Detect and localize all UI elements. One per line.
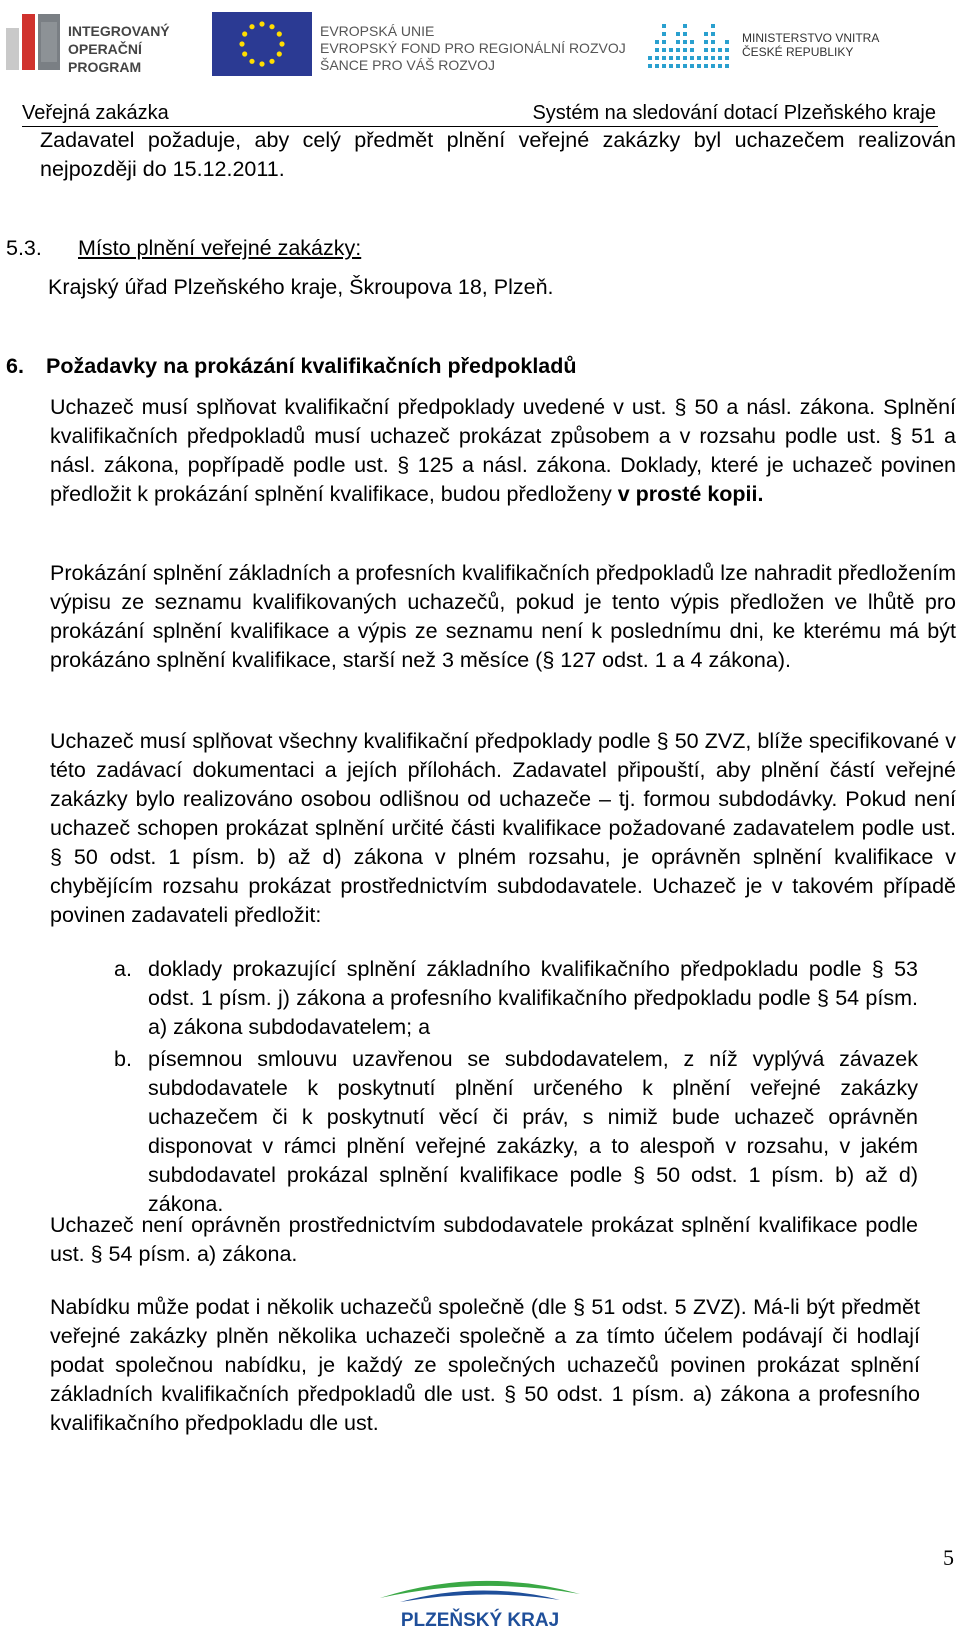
- mv-dot: [676, 64, 680, 68]
- mv-line-1: MINISTERSTVO VNITRA: [742, 31, 880, 45]
- list-item-a: doklady prokazující splnění základního kvalifikačního předpokladu podle § 53 odst. 1 písm. j) zákona a profesního kvalifikačního předpokladu podle § 54 písm. a) zákona subdodavatelem; a: [148, 957, 918, 1039]
- mv-dot: [676, 40, 680, 44]
- mv-dot: [669, 48, 673, 52]
- mv-dot: [662, 40, 666, 44]
- eu-star: [242, 31, 247, 36]
- mv-dot: [711, 56, 715, 60]
- page-number: 5: [943, 1545, 954, 1570]
- mv-dot: [676, 56, 680, 60]
- eu-star: [259, 61, 264, 66]
- iop-line-2: OPERAČNÍ: [68, 41, 142, 57]
- eu-line-2: EVROPSKÝ FOND PRO REGIONÁLNÍ ROZVOJ: [320, 40, 626, 56]
- mv-dot: [683, 32, 687, 36]
- plzensky-kraj-logo: [370, 1572, 590, 1632]
- footer-logo-text: PLZEŇSKÝ KRAJ: [400, 1610, 560, 1631]
- mv-dot: [683, 24, 687, 28]
- eu-star: [269, 59, 274, 64]
- eu-star: [239, 41, 244, 46]
- mv-dot: [704, 48, 708, 52]
- mv-dot: [655, 48, 659, 52]
- header-left: Veřejná zakázka: [22, 102, 169, 124]
- mv-logo: [648, 24, 879, 68]
- mv-dot: [711, 40, 715, 44]
- mv-dot: [655, 56, 659, 60]
- eu-star: [279, 41, 284, 46]
- mv-dot: [711, 64, 715, 68]
- section-6-title: Požadavky na prokázání kvalifikačních předpokladů: [46, 354, 577, 378]
- mv-dot: [683, 48, 687, 52]
- mv-dot: [648, 56, 652, 60]
- mv-dot: [648, 64, 652, 68]
- mv-dot: [662, 32, 666, 36]
- deadline-paragraph: Zadavatel požaduje, aby celý předmět plnění veřejné zakázky byl uchazečem realizován nejpozději do 15.12.2011.: [40, 128, 956, 181]
- section-6-number: 6.: [6, 354, 24, 378]
- section-5-3-title: [78, 234, 361, 263]
- mv-dot: [725, 64, 729, 68]
- mv-dot: [683, 56, 687, 60]
- iop-line-3: PROGRAM: [68, 59, 142, 75]
- mv-dot: [704, 40, 708, 44]
- mv-dot: [725, 40, 729, 44]
- mv-dot: [704, 56, 708, 60]
- qualification-text: Uchazeč musí splňovat kvalifikační předpoklady uvedené v ust. § 50 a násl. zákona. Splnění kvalifikačních předpokladů musí uchazeč prokázat způsobem a v rozsahu podle ust. § 51 a násl. zákona, popřípadě podle ust. § 125 a násl. zákona. Doklady, které je uchazeč povinen předložit k prokázání splnění kvalifikace, budou předloženy: [50, 395, 956, 506]
- eu-line-1: EVROPSKÁ UNIE: [320, 23, 435, 39]
- qualification-bold: v prosté kopii.: [617, 482, 764, 506]
- mv-dot: [683, 40, 687, 44]
- section-5-3-number: 5.3.: [6, 236, 42, 260]
- mv-dot: [718, 64, 722, 68]
- eu-star: [242, 51, 247, 56]
- mv-dot: [690, 64, 694, 68]
- qualification-paragraph: [50, 393, 956, 509]
- mv-dot: [725, 48, 729, 52]
- mv-dot: [683, 64, 687, 68]
- mv-dot: [711, 32, 715, 36]
- eu-star: [269, 24, 274, 29]
- iop-logo: [6, 14, 170, 75]
- mv-dot: [669, 64, 673, 68]
- mv-dot: [662, 64, 666, 68]
- mv-dot: [690, 40, 694, 44]
- section-5-3-title-text: Místo plnění veřejné zakázky:: [78, 236, 362, 260]
- eu-star: [249, 59, 254, 64]
- mv-dot: [718, 56, 722, 60]
- mv-dot: [669, 56, 673, 60]
- list-item-b: písemnou smlouvu uzavřenou se subdodavatelem, z níž vyplývá závazek subdodavatele k poskytnutí plnění určeného k plnění veřejné zakázky uchazečem či k poskytnutí věcí či práv, s nimiž bude uchazeč oprávněn disponovat v rámci plnění veřejné zakázky, a to alespoň v rozsahu, v jakém subdodavatel prokázal splnění kvalifikace podle § 50 odst. 1 písm. b) až d) zákona.: [148, 1047, 918, 1216]
- eu-line-3: ŠANCE PRO VÁŠ ROZVOJ: [320, 57, 496, 73]
- mv-dot: [655, 40, 659, 44]
- mv-dot: [704, 64, 708, 68]
- mv-dot: [655, 64, 659, 68]
- mv-dot: [662, 24, 666, 28]
- joint-bid-paragraph: Nabídku může podat i několik uchazečů společně (dle § 51 odst. 5 ZVZ). Má-li být předmět veřejné zakázky plněn několika uchazeči společně a za tímto účelem podávají či hodlají podat společnou nabídku, je každý ze společných uchazečů povinen prokázat splnění základních kvalifikačních předpokladů dle ust. § 50 odst. 1 písm. a) zákona a profesního kvalifikačního předpokladu dle ust.: [50, 1295, 920, 1435]
- list-marker-a: a.: [114, 957, 132, 981]
- eu-star: [249, 24, 254, 29]
- subcontractor-paragraph: Uchazeč musí splňovat všechny kvalifikační předpoklady podle § 50 ZVZ, blíže specifikované v této zadávací dokumentaci a jejích přílohách. Zadavatel připouští, aby plnění částí veřejné zakázky bylo realizováno osobou odlišnou od uchazeče – tj. formou subdodávky. Pokud není uchazeč schopen prokázat splnění určité části kvalifikace požadované zadavatelem podle ust. § 50 odst. 1 písm. b) až d) zákona v plném rozsahu, je oprávněn splnění kvalifikace v chybějícím rozsahu prokázat prostřednictvím subdodavatele. Uchazeč je v takovém případě povinen zadavateli předložit:: [50, 729, 956, 927]
- mv-dot: [725, 56, 729, 60]
- mv-dot: [697, 56, 701, 60]
- mv-dot: [704, 32, 708, 36]
- list-marker-b: b.: [114, 1047, 132, 1071]
- header-right: Systém na sledování dotací Plzeňského kraje: [532, 102, 936, 124]
- not-entitled-paragraph: Uchazeč není oprávněn prostřednictvím subdodavatele prokázat splnění kvalifikace podle ust. § 54 písm. a) zákona.: [50, 1213, 918, 1266]
- mv-dot: [662, 48, 666, 52]
- eu-star: [259, 21, 264, 26]
- mv-line-2: ČESKÉ REPUBLIKY: [742, 45, 854, 59]
- registry-paragraph: Prokázání splnění základních a profesních kvalifikačních předpokladů lze nahradit předložením výpisu ze seznamu kvalifikovaných uchazečů, pokud je tento výpis předložen ve lhůtě pro prokázání splnění kvalifikace a výpis ze seznamu není k poslednímu dni, ke kterému má být prokázáno splnění kvalifikace, starší než 3 měsíce (§ 127 odst. 1 a 4 zákona).: [50, 561, 956, 672]
- mv-dot: [676, 32, 680, 36]
- logo-bar: [0, 0, 960, 100]
- eu-star: [277, 51, 282, 56]
- section-5-3-text: Krajský úřad Plzeňského kraje, Škroupova 18, Plzeň.: [48, 275, 554, 299]
- mv-dot: [690, 56, 694, 60]
- mv-dot: [711, 24, 715, 28]
- eu-logo: [212, 12, 626, 76]
- eu-star: [277, 31, 282, 36]
- iop-line-1: INTEGROVANÝ: [68, 23, 170, 39]
- mv-dot: [690, 48, 694, 52]
- mv-dot: [711, 48, 715, 52]
- mv-dot: [697, 64, 701, 68]
- mv-dot: [718, 48, 722, 52]
- mv-dot: [676, 48, 680, 52]
- mv-dot: [662, 56, 666, 60]
